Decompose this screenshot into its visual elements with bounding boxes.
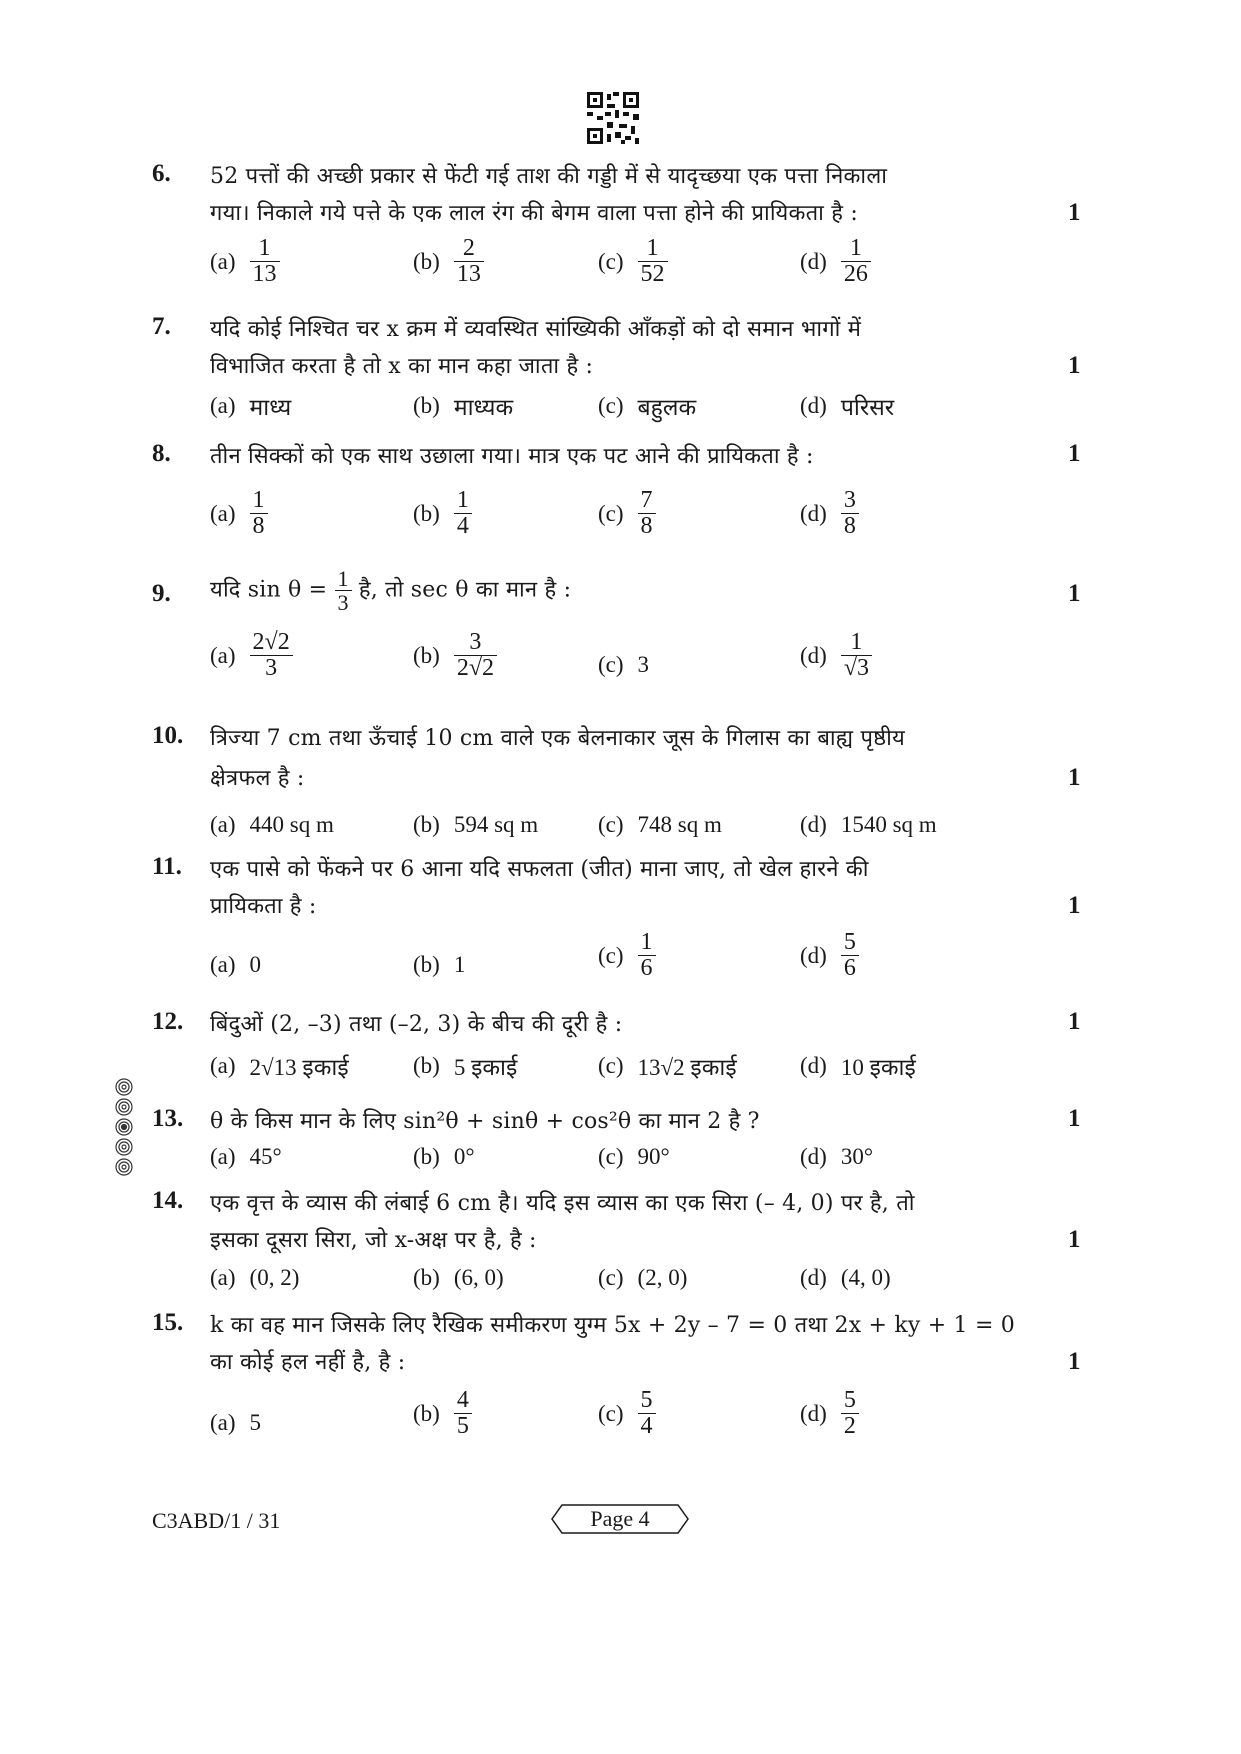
option-a: (a) 2√13 इकाई <box>210 1053 349 1080</box>
question-text-line <box>210 567 571 614</box>
option-b: (b) $\frac{4}{5}$ <box>413 1388 472 1439</box>
option-d: (d) $\frac{3}{8}$ <box>800 488 859 539</box>
option-a: (a) $\frac{2√2}{3}$ <box>210 630 293 681</box>
option-a: (a) 440 sq m <box>210 811 334 837</box>
option-a: (a) 0 <box>210 951 262 977</box>
option-a: (a) $\frac{1}{13}$ <box>210 236 280 287</box>
marks: 1 <box>1068 199 1081 226</box>
question-number: 6. <box>152 160 171 187</box>
question-text-line: प्रायिकता है : <box>210 894 317 919</box>
option-c: (c) 748 sq m <box>598 811 722 837</box>
question-prefix: यदि sin θ = <box>210 577 328 603</box>
page-number: Page 4 <box>590 1506 650 1531</box>
option-d: (d) 10 इकाई <box>800 1053 916 1080</box>
question-number: 15. <box>152 1309 184 1336</box>
marks: 1 <box>1068 764 1081 791</box>
question-number: 13. <box>152 1105 184 1132</box>
qr-code-icon <box>587 92 639 144</box>
question-number: 12. <box>152 1008 184 1035</box>
option-c: (c) $\frac{5}{4}$ <box>598 1388 656 1439</box>
option-d: (d) $\frac{1}{√3}$ <box>800 630 872 681</box>
option-a: (a) 5 <box>210 1409 262 1435</box>
question-number: 8. <box>152 440 171 467</box>
option-d: (d) $\frac{5}{2}$ <box>800 1388 859 1439</box>
option-d: (d) 1540 sq m <box>800 811 937 837</box>
option-c: (c) $\frac{1}{6}$ <box>598 930 656 981</box>
option-c: (c) 90° <box>598 1143 670 1169</box>
inline-fraction: $\frac{1}{3}$ <box>335 567 352 614</box>
question-text-line: बिंदुओं (2, –3) तथा (–2, 3) के बीच की दूरी है : <box>210 1012 623 1037</box>
option-b: (b) $\frac{1}{4}$ <box>413 488 472 539</box>
option-d: (d) $\frac{1}{26}$ <box>800 236 871 287</box>
question-number: 10. <box>152 722 184 749</box>
marks: 1 <box>1068 580 1081 607</box>
option-a: (a) (0, 2) <box>210 1264 300 1290</box>
question-number: 7. <box>152 313 171 340</box>
question-text-line: त्रिज्या 7 cm तथा ऊँचाई 10 cm वाले एक बेलनाकार जूस के गिलास का बाह्य पृष्ठीय <box>210 726 906 751</box>
spiral-binding-icon <box>113 1077 135 1187</box>
question-text-line: विभाजित करता है तो x का मान कहा जाता है : <box>210 354 594 379</box>
question-text-line: k का वह मान जिसके लिए रैखिक समीकरण युग्म 5x + 2y – 7 = 0 तथा 2x + ky + 1 = 0 <box>210 1313 1015 1338</box>
marks: 1 <box>1068 892 1081 919</box>
option-c: (c) 3 <box>598 651 650 677</box>
question-text-line: का कोई हल नहीं है, है : <box>210 1350 406 1375</box>
option-b: (b) $\frac{3}{2√2}$ <box>413 630 497 681</box>
marks: 1 <box>1068 440 1081 467</box>
marks: 1 <box>1068 1105 1081 1132</box>
option-b: (b) 5 इकाई <box>413 1053 518 1080</box>
marks: 1 <box>1068 1226 1081 1253</box>
question-number: 9. <box>152 580 171 607</box>
question-text-line: एक वृत्त के व्यास की लंबाई 6 cm है। यदि इस व्यास का एक सिरा (– 4, 0) पर है, तो <box>210 1191 915 1216</box>
option-b: (b) $\frac{2}{13}$ <box>413 236 484 287</box>
page-number-badge <box>550 1500 690 1538</box>
option-b: (b) 1 <box>413 951 466 977</box>
option-a: (a) 45° <box>210 1143 282 1169</box>
option-b: (b) 594 sq m <box>413 811 539 837</box>
option-b: (b) (6, 0) <box>413 1264 504 1290</box>
option-d: (d) 30° <box>800 1143 874 1169</box>
option-d: (d) $\frac{5}{6}$ <box>800 930 859 981</box>
question-number: 14. <box>152 1187 184 1214</box>
option-c: (c) (2, 0) <box>598 1264 688 1290</box>
option-d: (d) परिसर <box>800 393 895 420</box>
option-c: (c) 13√2 इकाई <box>598 1053 737 1080</box>
option-c: (c) बहुलक <box>598 393 697 420</box>
option-a: (a) माध्य <box>210 393 292 420</box>
option-d: (d) (4, 0) <box>800 1264 891 1290</box>
question-text-line: गया। निकाले गये पत्ते के एक लाल रंग की बेगम वाला पत्ता होने की प्रायिकता है : <box>210 201 858 226</box>
marks: 1 <box>1068 1348 1081 1375</box>
option-c: (c) $\frac{7}{8}$ <box>598 488 656 539</box>
question-suffix: है, तो sec θ का मान है : <box>358 577 572 603</box>
question-text-line: यदि कोई निश्चित चर x क्रम में व्यवस्थित सांख्यिकी आँकड़ों को दो समान भागों में <box>210 317 862 342</box>
question-number: 11. <box>152 853 182 880</box>
marks: 1 <box>1068 352 1081 379</box>
option-a: (a) $\frac{1}{8}$ <box>210 488 268 539</box>
question-text-line: तीन सिक्कों को एक साथ उछाला गया। मात्र एक पट आने की प्रायिकता है : <box>210 444 814 469</box>
question-text-line: 52 पत्तों की अच्छी प्रकार से फेंटी गई ताश की गड्डी में से यादृच्छया एक पत्ता निकाला <box>210 164 888 189</box>
paper-code: C3ABD/1 / 31 <box>152 1508 281 1533</box>
option-b: (b) 0° <box>413 1143 475 1169</box>
question-text-line: क्षेत्रफल है : <box>210 766 305 791</box>
option-c: (c) $\frac{1}{52}$ <box>598 236 668 287</box>
option-b: (b) माध्यक <box>413 393 514 420</box>
question-text-line: θ के किस मान के लिए sin²θ + sinθ + cos²θ का मान 2 है ? <box>210 1109 760 1134</box>
question-text-line: एक पासे को फेंकने पर 6 आना यदि सफलता (जीत) माना जाए, तो खेल हारने की <box>210 857 869 882</box>
marks: 1 <box>1068 1008 1081 1035</box>
question-text-line: इसका दूसरा सिरा, जो x-अक्ष पर है, है : <box>210 1228 537 1253</box>
